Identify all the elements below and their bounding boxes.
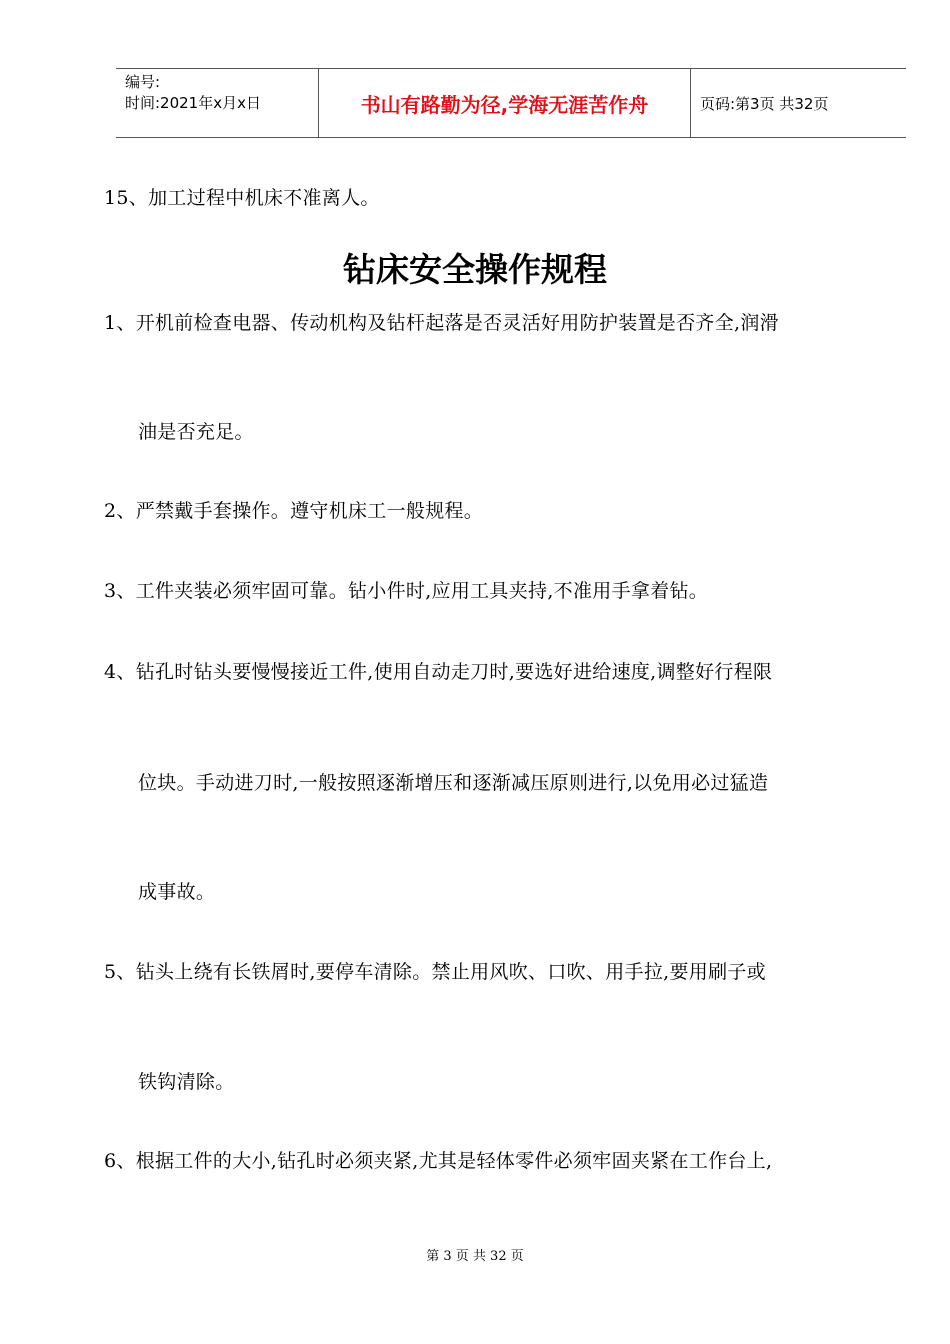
paragraph-line: 成事故。 — [138, 881, 216, 903]
page-header — [116, 68, 906, 138]
paragraph-line: 4、钻孔时钻头要慢慢接近工件,使用自动走刀时,要选好进给速度,调整好行程限 — [104, 661, 773, 683]
motto: 书山有路勤为径,学海无涯苦作舟 — [318, 69, 691, 137]
paragraph-line: 3、工件夹装必须牢固可靠。钻小件时,应用工具夹持,不准用手拿着钻。 — [104, 580, 709, 602]
number-label: 编号: — [125, 73, 161, 91]
paragraph-line: 位块。手动进刀时,一般按照逐渐增压和逐渐减压原则进行,以免用必过猛造 — [138, 772, 769, 794]
paragraph-line: 1、开机前检查电器、传动机构及钻杆起落是否灵活好用防护装置是否齐全,润滑 — [104, 312, 779, 334]
paragraph-line: 2、严禁戴手套操作。遵守机床工一般规程。 — [104, 500, 484, 522]
paragraph-line: 6、根据工件的大小,钻孔时必须夹紧,尤其是轻体零件必须牢固夹紧在工作台上, — [104, 1150, 773, 1172]
page-info: 页码:第3页 共32页 — [700, 94, 829, 113]
header-meta-cell — [116, 69, 318, 137]
paragraph-line: 5、钻头上绕有长铁屑时,要停车清除。禁止用风吹、口吹、用手拉,要用刷子或 — [104, 961, 766, 983]
time-label: 时间:2021年x月x日 — [125, 94, 261, 112]
paragraph-line: 15、加工过程中机床不准离人。 — [104, 187, 380, 209]
document-title: 钻床安全操作规程 — [343, 250, 607, 289]
paragraph-line: 铁钩清除。 — [138, 1071, 235, 1093]
paragraph-line: 油是否充足。 — [138, 421, 254, 443]
page-footer: 第 3 页 共 32 页 — [426, 1249, 524, 1264]
